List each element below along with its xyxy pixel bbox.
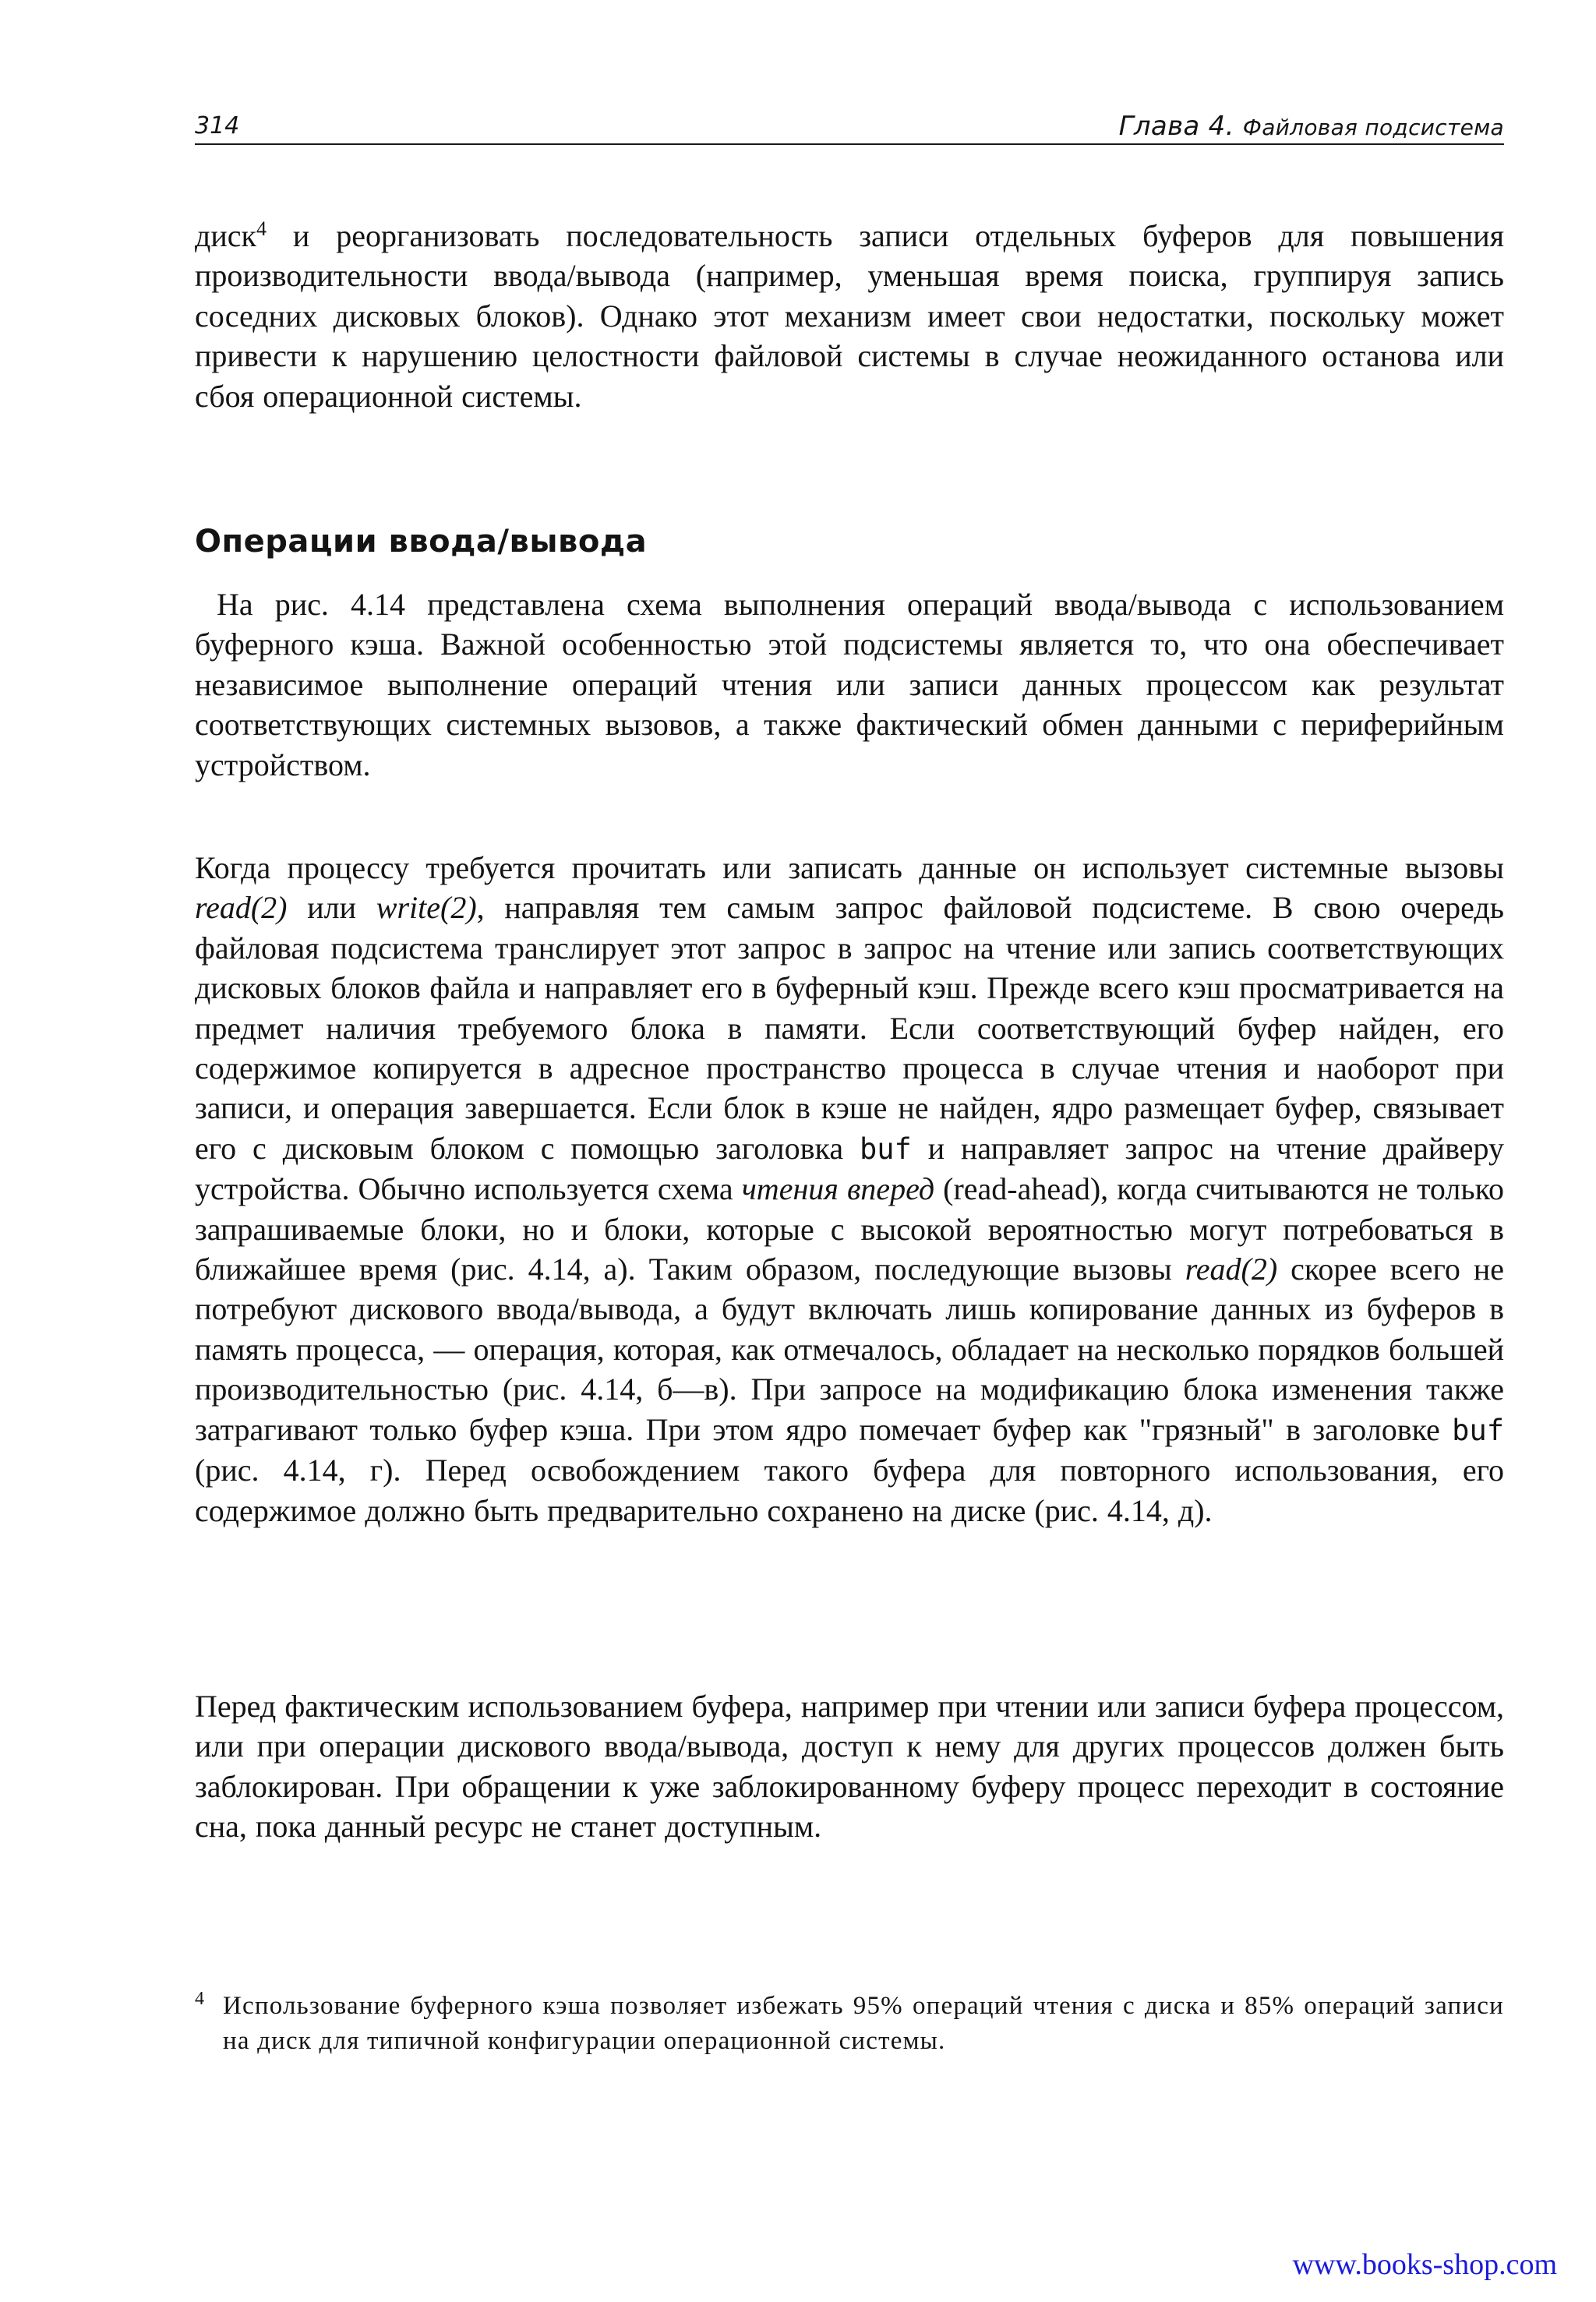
paragraph-3-part: или: [287, 890, 376, 926]
chapter-label: Глава 4.: [1118, 111, 1234, 142]
footnote-text: Использование буферного кэша позволяет избежать 95% операций чтения с диска и 85% операций записи на диск для типичной конфигурации операционной системы.: [223, 1992, 1504, 2055]
paragraph-3-part: (рис. 4.14, г). Перед освобождением такого буфера для повторного использования, его содержимое должно быть предварительно сохранено на диске (рис. 4.14, д).: [195, 1453, 1504, 1528]
chapter-title: [1119, 111, 1504, 142]
footer-website-link[interactable]: www.books-shop.com: [1292, 2248, 1557, 2281]
paragraph-1: [195, 216, 1504, 416]
section-heading: Операции ввода/вывода: [195, 524, 648, 560]
paragraph-2: На рис. 4.14 представлена схема выполнения операций ввода/вывода с использованием буферного кэша. Важной особенностью этой подсистемы является то, что она обеспечивает независимое выполнение операций чтения или записи данных процессом как результат соответствующих системных вызовов, а также фактический обмен данными с периферийным устройством.: [195, 587, 1504, 782]
footnote: [195, 1989, 1504, 2059]
read-ahead-term: чтения вперед: [741, 1171, 935, 1207]
paragraph-1-lead: диск: [195, 218, 256, 253]
paragraph-3-part: (read-ahead), когда считываются не только запрашиваемые блоки, но и блоки, которые с высокой вероятностью могут потребоваться в ближайшее время (рис. 4.14, а). Таким образом, последующие вызовы: [195, 1171, 1504, 1287]
running-header: [195, 111, 1504, 145]
footnote-mark: 4: [195, 1989, 206, 2009]
paragraph-4: Перед фактическим использованием буфера, например при чтении или записи буфера процессом, или при операции дискового ввода/вывода, доступ к нему для других процессов должен быть заблокирован. При обращении к уже заблокированному буферу процесс переходит в состояние сна, пока данный ресурс не станет доступным.: [195, 1689, 1504, 1845]
read-syscall-2: read(2): [1185, 1252, 1278, 1287]
page-number: 314: [195, 112, 240, 139]
paragraph-3-part: скорее всего не потребуют дискового ввода/вывода, а будут включать лишь копирование данных из буферов в память процесса, — операция, которая, как отмечалось, обладает на несколько порядков большей производительностью (рис. 4.14, б—в). При запросе на модификацию блока изменения также затрагивают только буфер кэша. При этом ядро помечает буфер как "грязный" в заголовке: [195, 1252, 1504, 1447]
chapter-name: Файловая подсистема: [1242, 115, 1504, 140]
buf-header-name-2: buf: [1452, 1413, 1504, 1447]
paragraph-3: [195, 848, 1504, 1531]
paragraph-1-text: и реорганизовать последовательность записи отдельных буферов для повышения производительности ввода/вывода (например, уменьшая время поиска, группируя запись соседних дисковых блоков). Однако этот механизм имеет свои недостатки, поскольку может привести к нарушению целостности файловой системы в случае неожиданного останова или сбоя операционной системы.: [195, 218, 1504, 414]
paragraph-3-part: , направляя тем самым запрос файловой подсистеме. В свою очередь файловая подсистема транслирует этот запрос в запрос на чтение или запись соответствующих дисковых блоков файла и направляет его в буферный кэш. Прежде всего кэш просматривается на предмет наличия требуемого блока в памяти. Если соответствующий буфер найден, его содержимое копируется в адресное пространство процесса в случае чтения и наоборот при записи, и операция завершается. Если блок в кэше не найден, ядро размещает буфер, связывает его с дисковым блоком с помощью заголовка: [195, 890, 1504, 1166]
footnote-reference: 4: [256, 217, 267, 240]
paragraph-3-part: и направляет запрос на чтение драйверу устройства. Обычно используется схема: [195, 1130, 1504, 1207]
read-syscall: read(2): [195, 890, 288, 926]
paragraph-3-part: Когда процессу требуется прочитать или записать данные он использует системные вызовы: [195, 850, 1504, 885]
write-syscall: write(2): [376, 890, 477, 926]
buf-header-name: buf: [859, 1132, 912, 1166]
